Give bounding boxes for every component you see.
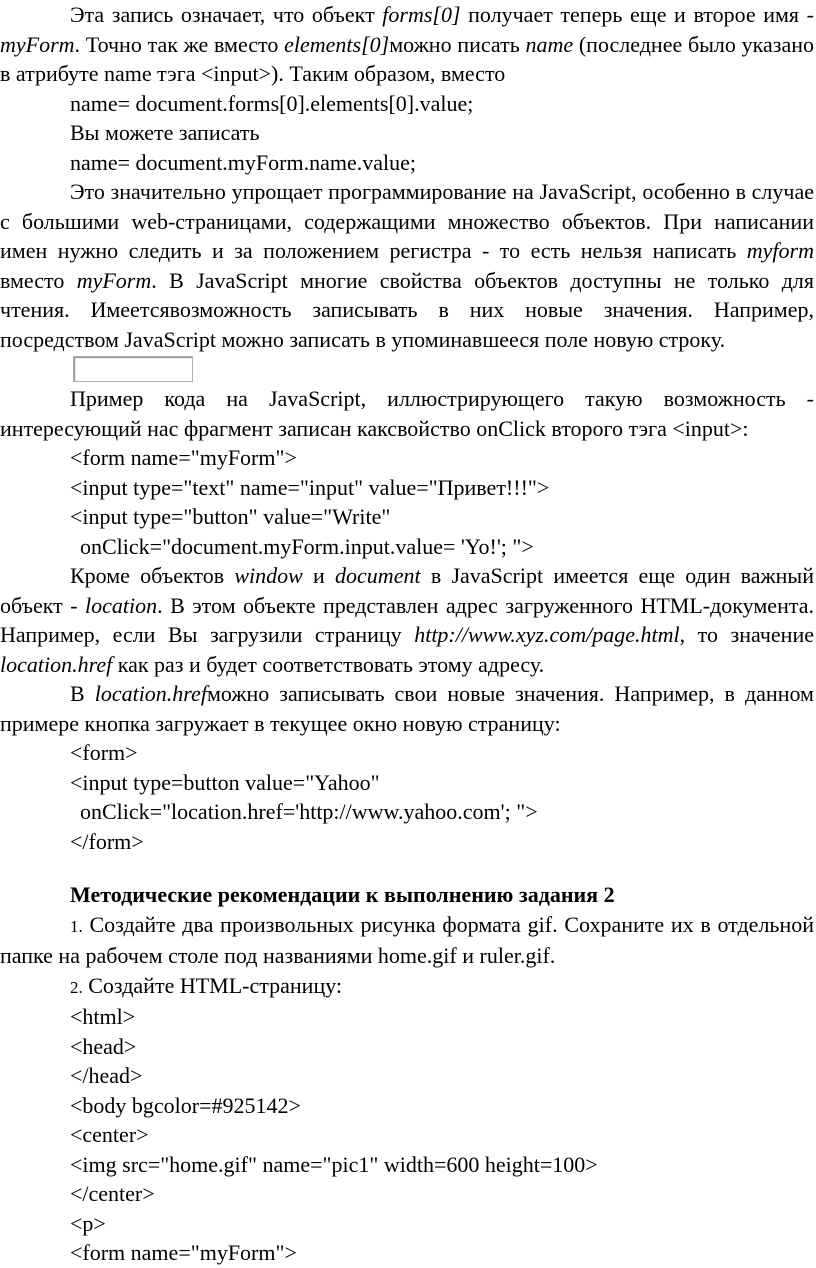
paragraph-forms-alias <box>0 0 814 89</box>
text-run: Эта запись означает, что объект <box>70 2 383 27</box>
code-line: <input type="button" value="Write" <box>70 504 391 529</box>
code-line: name= document.myForm.name.value; <box>70 149 416 175</box>
text-run: получает теперь еще и второе имя - <box>460 2 814 27</box>
text-run: . В JavaScript многие свойства объектов доступны не только для чтения. Имеетсявозможность записывать в них новые значения. Например, посредством JavaScript можно записать в упоминавшееся поле новую строку. <box>0 267 814 352</box>
paragraph-example: Пример кода на JavaScript, иллюстрирующего такую возможность - интересующий нас фрагмент записан каксвойство onClick второго тэга <input>: <box>0 386 814 441</box>
step-1 <box>0 910 814 971</box>
italic-term: forms[0] <box>382 2 461 27</box>
code-line: <form name="myForm"> <box>70 1240 297 1265</box>
code-line: </head> <box>70 1063 143 1088</box>
italic-term: window <box>234 563 303 588</box>
code-line: onClick="document.myForm.input.value= 'Yo!'; "> <box>80 533 534 559</box>
italic-term: elements[0] <box>284 31 390 57</box>
text-run: Это значительно упрощает программирование на JavaScript, особенно в случае с большими web-страницами, содержащими множество объектов. При написании имен нужно следить и за положением регистра - то есть нельзя написать <box>0 179 814 263</box>
text-run: В <box>70 681 95 706</box>
code-line: <input type=button value="Yahoo" <box>70 769 380 795</box>
code-line: <input type="text" name="input" value="Привет!!!"> <box>70 474 550 500</box>
text-field-container <box>0 354 814 384</box>
text-run: (последнее было указано в атрибуте name тэга <input>). Таким образом, вместо <box>0 31 814 86</box>
code-line: </form> <box>70 828 144 854</box>
code-line: <form> <box>70 740 138 765</box>
code-line: <head> <box>70 1033 137 1059</box>
code-line: <body bgcolor=#925142> <box>70 1092 301 1118</box>
step-2 <box>0 971 814 1003</box>
text-run: . В этом объекте представлен адрес загруженного HTML-документа. Например, если Вы загрузили страницу <box>0 592 814 647</box>
italic-term: name <box>525 31 574 57</box>
italic-term: location <box>85 592 158 618</box>
step-text: Создайте HTML-страницу: <box>88 972 343 998</box>
text-run: в JavaScript имеется еще один важный объект - <box>0 563 814 618</box>
code-line: <html> <box>70 1004 136 1029</box>
text-run: как раз и будет соответствовать этому адресу. <box>112 651 545 677</box>
code-line: name= document.forms[0].elements[0].value; <box>70 90 474 116</box>
italic-term: myform <box>746 238 814 263</box>
italic-term: document <box>335 563 421 588</box>
section-heading: Методические рекомендации к выполнению задания 2 <box>70 882 615 907</box>
code-line: <p> <box>70 1210 106 1236</box>
italic-term: myForm <box>76 267 152 293</box>
text-run: , то значение <box>679 622 814 647</box>
text-run: можно записывать свои новые значения. Например, в данном примере кнопка загружает в текущее окно новую страницу: <box>0 681 814 736</box>
text-run: Кроме объектов <box>70 563 235 588</box>
paragraph-location-href <box>0 679 814 738</box>
paragraph-location <box>0 561 814 679</box>
italic-term: location.href <box>94 681 207 706</box>
step-number: 2. <box>70 977 83 997</box>
code-line: <center> <box>70 1122 149 1147</box>
step-number: 1. <box>70 916 83 936</box>
italic-link: http://www.xyz.com/page.html <box>414 622 680 647</box>
paragraph-simplifies <box>0 177 814 354</box>
italic-term: location.href <box>0 651 113 677</box>
text-run: и <box>302 563 336 588</box>
text-run: можно писать <box>389 31 526 57</box>
italic-term: myForm <box>0 31 75 57</box>
code-line: </center> <box>70 1181 155 1206</box>
step-text: Создайте два произвольных рисунка формата gif. Сохраните их в отдельной папке на рабочем столе под названиями home.gif и ruler.gif. <box>0 911 815 968</box>
code-line: onClick="location.href='http://www.yahoo.com'; "> <box>80 799 538 824</box>
paragraph-text: Вы можете записать <box>70 120 260 145</box>
sample-text-field[interactable] <box>73 356 193 382</box>
text-run: вместо <box>0 267 77 293</box>
text-run: . Точно так же вместо <box>74 31 285 57</box>
code-line: <img src="home.gif" name="pic1" width=600 height=100> <box>70 1151 598 1177</box>
code-line: <form name="myForm"> <box>70 445 297 470</box>
